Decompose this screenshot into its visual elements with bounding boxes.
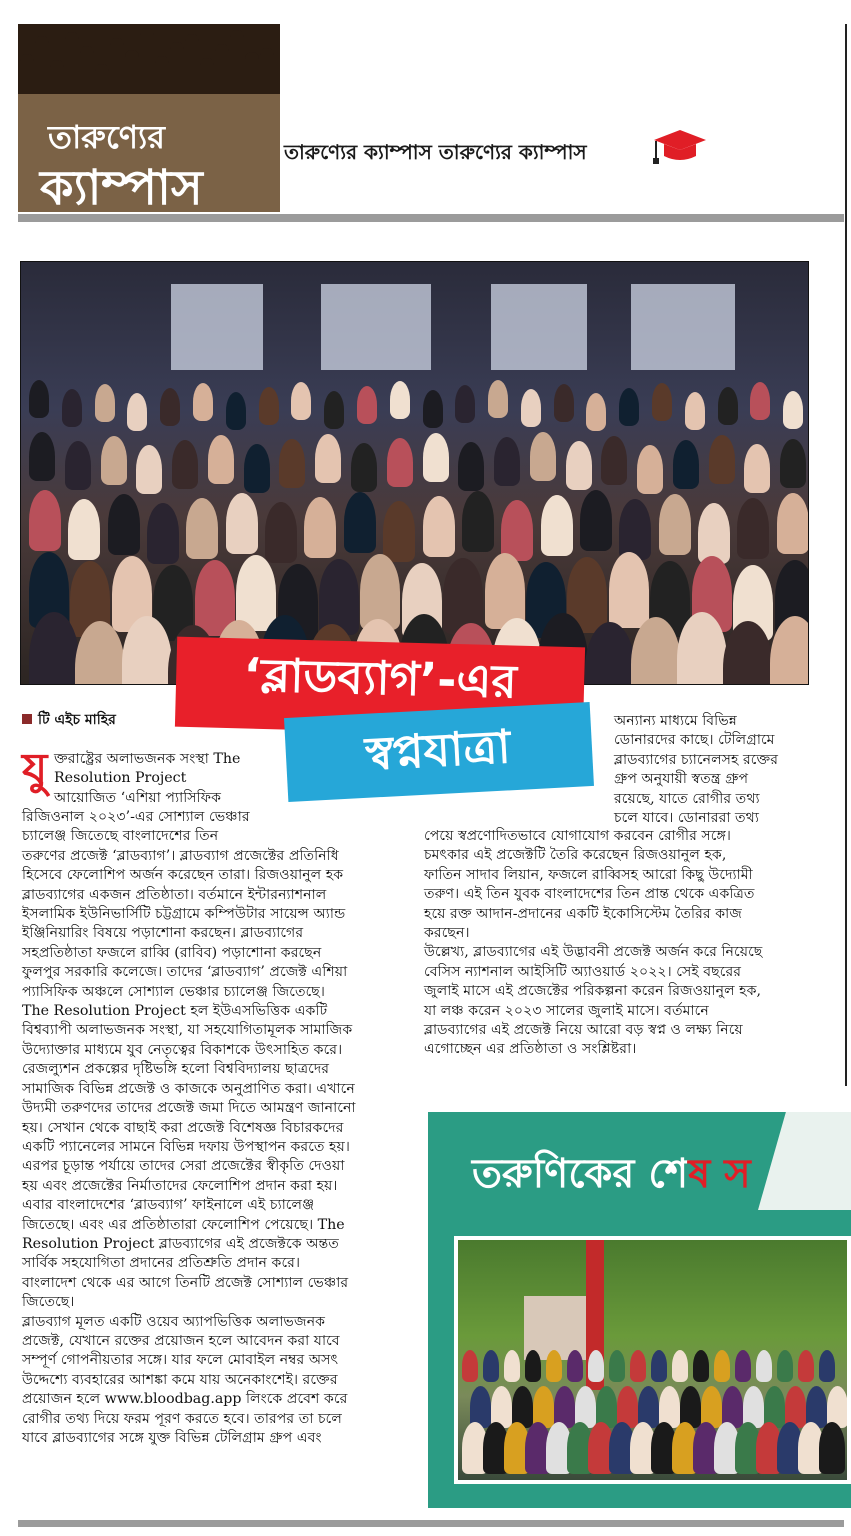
person <box>458 442 484 491</box>
crowd-figure <box>155 56 169 94</box>
person <box>226 392 246 430</box>
person <box>423 496 455 557</box>
person <box>530 432 556 481</box>
text-line: চ্যালেঞ্জ জিতেছে বাংলাদেশের তিন <box>22 828 219 845</box>
crowd-figure <box>65 32 79 94</box>
text-line: ব্লাডব্যাগের এই প্রজেক্ট নিয়ে আরো বড় স্বপ্ন ও লক্ষ্য নিয়ে <box>424 1022 743 1039</box>
crowd-figure <box>35 36 49 94</box>
person <box>423 390 443 428</box>
person <box>673 440 699 489</box>
story2-title <box>472 1142 751 1209</box>
text-line: ক্তরাষ্ট্রের অলাভজনক সংস্থা The <box>54 751 241 767</box>
person <box>546 1350 562 1382</box>
person <box>443 558 483 634</box>
person <box>777 1350 793 1382</box>
person <box>193 383 213 421</box>
dropcap: যু <box>22 744 48 795</box>
person <box>65 441 91 490</box>
text-line: উদ্দেশ্যে ব্যবহারের আশঙ্কা কমে যায় অনেকাংশেই। রক্তের <box>22 1371 338 1388</box>
byline <box>22 708 116 732</box>
stage-screen <box>631 284 735 370</box>
person <box>147 503 179 564</box>
left-column <box>22 808 394 1448</box>
person <box>501 500 533 561</box>
text-line: যা লঞ্চ করেন ২০২৩ সালের জুলাই মাসে। বর্তমানে <box>424 1002 709 1019</box>
text-line: পেয়ে স্বপ্রণোদিতভাবে যোগাযোগ করবেন রোগীর সঙ্গে। <box>424 828 731 844</box>
stage-screen <box>321 284 431 370</box>
person <box>798 1350 814 1382</box>
person <box>244 444 270 493</box>
person <box>186 498 218 559</box>
top-rule <box>18 214 844 222</box>
crowd-figure <box>125 50 139 94</box>
text-line: জিতেছে। <box>22 1294 75 1311</box>
text-line: যাবে ব্লাডব্যাগের সঙ্গে যুক্ত বিভিন্ন টেলিগ্রাম গ্রুপ এবং <box>22 1430 322 1446</box>
crowd-figure <box>215 44 229 94</box>
person <box>685 392 705 430</box>
text-line: এবার বাংলাদেশের ‘ব্লাডব্যাগ’ ফাইনালে এই চ্যালেঞ্জ <box>22 1197 315 1214</box>
person <box>756 1350 772 1382</box>
text-line: এরপর চূড়ান্ত পর্যায়ে তাদের সেরা প্রজেক্টের স্বীকৃতি দেওয়া <box>22 1158 345 1175</box>
person <box>714 1350 730 1382</box>
person <box>609 552 649 628</box>
text-line: তরুণ। এই তিন যুবক বাংলাদেশের তিন প্রান্ত থেকে একত্রিত <box>424 886 755 903</box>
right-column-top <box>614 712 814 828</box>
text-line: সম্পূর্ণ গোপনীয়তার সঙ্গে। যার ফলে মোবাইল নম্বর অসৎ <box>22 1352 339 1369</box>
crowd-figure <box>245 52 259 94</box>
crowd-figure <box>185 34 199 94</box>
person <box>566 441 592 490</box>
person <box>172 440 198 489</box>
text-line: ব্লাডব্যাগের চ্যানেলসহ রক্তের <box>614 751 779 768</box>
person <box>567 1350 583 1382</box>
text-line: Resolution Project <box>54 770 187 787</box>
person <box>68 499 100 560</box>
column-rule <box>845 24 847 1086</box>
person <box>483 1350 499 1382</box>
person <box>609 1350 625 1382</box>
text-line: ডোনারদের কাছে। টেলিগ্রামে <box>614 732 775 749</box>
person <box>29 490 61 551</box>
person <box>127 393 147 431</box>
story2-group-photo <box>454 1236 851 1484</box>
person <box>387 438 413 487</box>
crowd-figure <box>110 38 124 94</box>
person <box>580 490 612 551</box>
text-line: হয়। সেখান থেকে বাছাই করা প্রজেক্ট বিশেষজ্ঞ বিচারকদের <box>22 1119 344 1136</box>
text-line: এগোচ্ছেন এর প্রতিষ্ঠাতা ও সংশ্লিষ্টরা। <box>424 1041 637 1058</box>
person <box>819 1422 845 1474</box>
stage-screen <box>491 284 587 370</box>
text-line: সামাজিক বিভিন্ন প্রজেক্ট ও কাজকে অনুপ্রাণিত করা। এখানে <box>22 1080 355 1097</box>
person <box>462 1350 478 1382</box>
person <box>383 501 415 562</box>
text-line: হয়ে রক্ত আদান-প্রদানের একটি ইকোসিস্টেম তৈরির কাজ <box>424 905 742 922</box>
person <box>521 389 541 427</box>
text-line: সার্বিক সহযোগিতা প্রদানের প্রতিশ্রুতি প্রদান করে। <box>22 1255 301 1272</box>
logo-line-1: তারুণ্যের <box>48 118 165 156</box>
person <box>462 491 494 552</box>
person <box>637 445 663 494</box>
person <box>777 493 809 554</box>
text-line: হয় এবং প্রজেক্টের নির্মাতাদের ফেলোশিপ প্রদান করা হয়। <box>22 1177 338 1194</box>
bottom-rule <box>18 1520 844 1527</box>
person <box>588 1350 604 1382</box>
person <box>351 443 377 492</box>
person <box>619 388 639 426</box>
story2-title-main: তরুণিকের শে <box>472 1151 689 1197</box>
story2-title-accent: ষ স <box>688 1151 751 1197</box>
person <box>95 384 115 422</box>
text-line: সহপ্রতিষ্ঠাতা ফজলে রাব্বি (রাবিব) পড়াশোনা করছেন <box>22 944 322 961</box>
person <box>29 380 49 418</box>
person <box>357 386 377 424</box>
person <box>136 445 162 494</box>
person <box>108 494 140 555</box>
person <box>160 388 180 426</box>
person <box>744 444 770 493</box>
intro-lines <box>54 750 264 808</box>
person <box>750 382 770 420</box>
byline-square-icon <box>22 714 32 724</box>
crowd-figure <box>170 42 184 94</box>
text-line: Resolution Project ব্লাডব্যাগের এই প্রজেক্টকে অন্তত <box>22 1235 339 1252</box>
text-line: ফুলপুর সরকারি কলেজে। তাদের ‘ব্লাডব্যাগ’ প্রজেক্ট এশিয়া <box>22 964 348 981</box>
graduation-cap-icon <box>650 126 708 166</box>
person <box>455 385 475 423</box>
person <box>586 393 606 431</box>
person <box>259 387 279 425</box>
crowd-figure <box>140 28 154 94</box>
text-line: জুলাই মাসে এই প্রজেক্টের পরিকল্পনা করেন রিজওয়ানুল হক, <box>424 983 762 1000</box>
crowd-figure <box>260 48 274 94</box>
text-line: উদ্যোক্তার মাধ্যমে যুব নেতৃত্বের বিকাশকে উৎসাহিত করে। <box>22 1041 343 1058</box>
text-line: তরুণের প্রজেক্ট ‘ব্লাডব্যাগ’। ব্লাডব্যাগ প্রজেক্টের প্রতিনিধি <box>22 847 339 864</box>
text-line: চমৎকার এই প্রজেক্টটি তৈরি করেছেন রিজওয়ানুল হক, <box>424 847 727 864</box>
person <box>737 498 769 559</box>
crowd-figure <box>230 30 244 94</box>
text-line: উদ্যমী তরুণদের তাদের প্রজেক্ট জমা দিতে আমন্ত্রণ জানানো <box>22 1100 356 1117</box>
person <box>735 1350 751 1382</box>
person <box>718 387 738 425</box>
person <box>525 1350 541 1382</box>
text-line: বেসিস ন্যাশনাল আইসিটি অ্যাওয়ার্ড ২০২২। সেই বছরের <box>424 963 742 980</box>
text-line: প্রজেক্ট, যেখানে রক্তের প্রয়োজন হলে আবেদন করা যাবে <box>22 1332 340 1349</box>
person <box>315 434 341 483</box>
person <box>652 383 672 421</box>
person <box>554 384 574 422</box>
text-line: প্রয়োজন হলে www.bloodbag.app লিংকে প্রবেশ করে <box>22 1391 348 1408</box>
headline-part-1: ‘ব্লাডব্যাগ’-এর <box>242 647 518 709</box>
text-line: ইঞ্জিনিয়ারিং বিষয়ে পড়াশোনা করছেন। ব্লাডব্যাগের <box>22 925 304 942</box>
text-line: প্যাসিফিক অঞ্চলে সোশ্যাল ভেঞ্চার চ্যালেঞ্জ জিতেছে। <box>22 983 325 1000</box>
person <box>494 437 520 486</box>
person <box>630 1350 646 1382</box>
person <box>783 391 803 429</box>
person <box>226 493 258 554</box>
text-line: করছেন। <box>424 925 470 942</box>
person <box>709 435 735 484</box>
text-line: ফাতিন সাদাব লিয়ান, ফজলে রাব্বিসহ আরো কিছু উদ্যোমী <box>424 866 753 883</box>
right-column <box>424 827 814 1060</box>
text-line: রোগীর তথ্য দিয়ে ফরম পূরণ করতে হবে। তারপর তা চলে <box>22 1410 342 1427</box>
headline-part-2: স্বপ্নযাত্রা <box>363 719 512 781</box>
person <box>291 382 311 420</box>
person <box>672 1350 688 1382</box>
person <box>659 494 691 555</box>
crowd-silhouette <box>18 24 280 94</box>
crowd-figure <box>20 54 34 94</box>
text-line: ইসলামিক ইউনিভার্সিটি চট্টগ্রামে কম্পিউটার সায়েন্স অ্যান্ড <box>22 906 346 923</box>
text-line: জিতেছে। এবং এর প্রতিষ্ঠাতারা ফেলোশিপ পেয়েছে। The <box>22 1216 345 1233</box>
crowd-figure <box>200 58 214 94</box>
text-line: বিশ্বব্যাপী অলাভজনক সংস্থা, যা সহযোগিতামূলক সামাজিক <box>22 1022 353 1039</box>
person <box>488 380 508 418</box>
stage-screen <box>171 284 263 370</box>
crowd-figure <box>95 64 109 94</box>
person <box>423 433 449 482</box>
text-line: একটি প্যানেলের সামনে বিভিন্ন দফায় উপস্থাপন করতে হয়। <box>22 1138 350 1155</box>
text-line: রেজল্যুশন প্রকল্পের দৃষ্টিভঙ্গি হলো বিশ্ববিদ্যালয় ছাত্রদের <box>22 1061 330 1078</box>
person <box>324 391 344 429</box>
person <box>279 439 305 488</box>
person <box>693 1350 709 1382</box>
award-group-photo <box>20 261 809 685</box>
text-line: অন্যান্য মাধ্যমে বিভিন্ন <box>614 713 737 729</box>
person <box>698 503 730 564</box>
text-line: রয়েছে, যাতে রোগীর তথ্য <box>614 790 760 807</box>
person <box>819 1350 835 1382</box>
person <box>780 439 806 488</box>
text-line: ব্লাডব্যাগের একজন প্রতিষ্ঠাতা। বর্তমানে ইন্টারন্যাশনাল <box>22 886 327 903</box>
person <box>319 559 359 635</box>
person <box>208 435 234 484</box>
text-line: হিসেবে ফেলোশিপ অর্জন করেছেন তারা। রিজওয়ানুল হক <box>22 867 344 884</box>
text-line: গ্রুপ অনুযায়ী স্বতন্ত্র গ্রুপ <box>614 771 749 788</box>
person <box>651 1350 667 1382</box>
person <box>304 497 336 558</box>
text-line: The Resolution Project হল ইউএসভিত্তিক একটি <box>22 1003 328 1020</box>
person <box>390 381 410 419</box>
text-line: চলে যাবে। ডোনাররা তথ্য <box>614 810 759 827</box>
person <box>344 492 376 553</box>
person <box>541 495 573 556</box>
crowd-figure <box>80 46 94 94</box>
person <box>265 502 297 563</box>
byline-author: টি এইচ মাহির <box>38 712 116 728</box>
masthead-strip-text: তারুণ্যের ক্যাম্পাস তারুণ্যের ক্যাম্পাস <box>284 140 587 164</box>
person <box>101 436 127 485</box>
text-line: ব্লাডব্যাগ মূলত একটি ওয়েব অ্যাপভিত্তিক অলাভজনক <box>22 1313 326 1330</box>
text-line: আয়োজিত ‘এশিয়া প্যাসিফিক <box>54 789 222 806</box>
masthead-logo <box>18 24 280 212</box>
person <box>29 432 55 481</box>
text-line: রিজিওনাল ২০২৩’-এর সোশ্যাল ভেঞ্চার <box>22 809 250 825</box>
person <box>601 436 627 485</box>
crowd-figure <box>50 60 64 94</box>
person <box>619 499 651 560</box>
text-line: উল্লেখ্য, ব্লাডব্যাগের এই উদ্ভাবনী প্রজেক্ট অর্জন করে নিয়েছে <box>424 944 763 961</box>
text-line: বাংলাদেশ থেকে এর আগে তিনটি প্রজেক্ট সোশ্যাল ভেঞ্চার <box>22 1274 349 1291</box>
person <box>504 1350 520 1382</box>
person <box>62 389 82 427</box>
logo-line-2: ক্যাম্পাস <box>40 160 203 212</box>
